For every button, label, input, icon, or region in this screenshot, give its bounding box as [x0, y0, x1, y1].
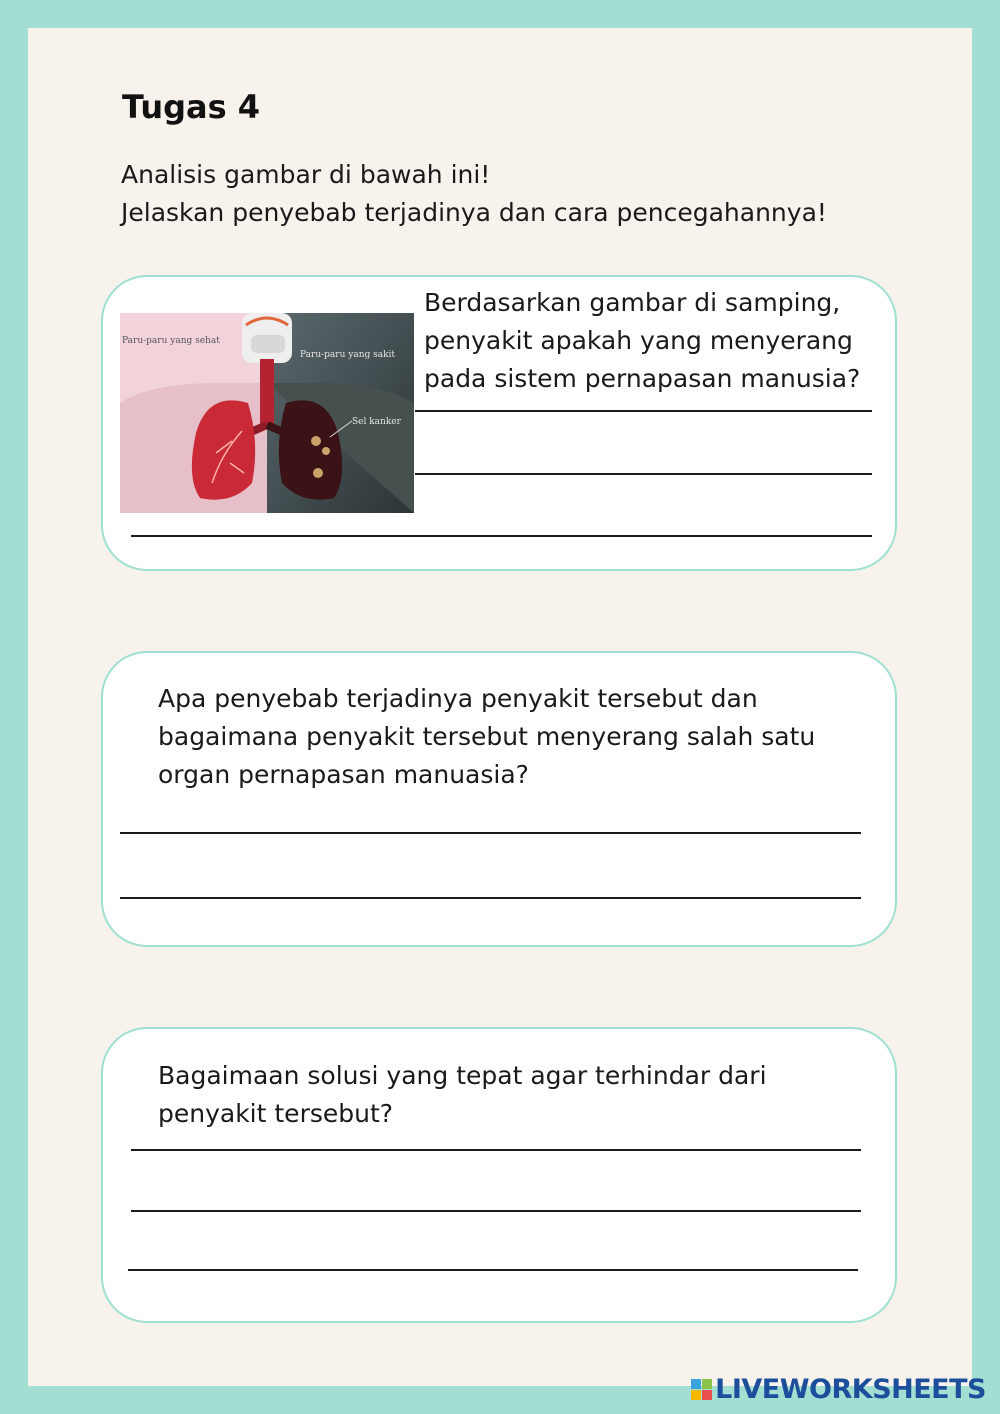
logo-square-i — [702, 1379, 712, 1389]
label-healthy-lung: Paru-paru yang sehat — [122, 336, 220, 346]
label-cancer-cell: Sel kanker — [352, 417, 401, 427]
question-2-line-1: Apa penyebab terjadinya penyakit tersebut dan — [158, 684, 758, 713]
question-2-line-2: bagaimana penyakit tersebut menyerang salah satu — [158, 722, 816, 751]
answer-line-3c[interactable] — [128, 1269, 858, 1271]
question-2-line-3: organ pernapasan manuasia? — [158, 760, 529, 789]
answer-line-2b[interactable] — [120, 897, 861, 899]
lungs-illustration — [120, 313, 414, 513]
answer-line-2a[interactable] — [120, 832, 861, 834]
logo-square-v — [691, 1390, 701, 1400]
question-1-line-2: penyakit apakah yang menyerang — [424, 326, 853, 355]
answer-line-1b[interactable] — [415, 473, 872, 475]
instruction-line-2: Jelaskan penyebab terjadinya dan cara pencegahannya! — [121, 198, 827, 227]
liveworksheets-logo-text: LIVEWORKSHEETS — [715, 1374, 986, 1405]
question-3-line-2: penyakit tersebut? — [158, 1099, 394, 1128]
worksheet-title: Tugas 4 — [122, 88, 261, 126]
logo-square-e — [702, 1390, 712, 1400]
liveworksheets-logo[interactable] — [691, 1374, 986, 1405]
question-2-text — [158, 680, 815, 794]
question-3-line-1: Bagaimaan solusi yang tepat agar terhindar dari — [158, 1061, 767, 1090]
answer-line-3b[interactable] — [131, 1210, 861, 1212]
question-1-text — [424, 284, 860, 398]
answer-line-3a[interactable] — [131, 1149, 861, 1151]
liveworksheets-logo-icon — [691, 1379, 712, 1400]
answer-line-1c[interactable] — [131, 535, 872, 537]
answer-line-1a[interactable] — [415, 410, 872, 412]
label-sick-lung: Paru-paru yang sakit — [300, 350, 396, 360]
question-3-text — [158, 1057, 767, 1133]
logo-square-l — [691, 1379, 701, 1389]
instruction-line-1: Analisis gambar di bawah ini! — [121, 160, 491, 189]
question-1-line-3: pada sistem pernapasan manusia? — [424, 364, 861, 393]
question-1-line-1: Berdasarkan gambar di samping, — [424, 288, 841, 317]
